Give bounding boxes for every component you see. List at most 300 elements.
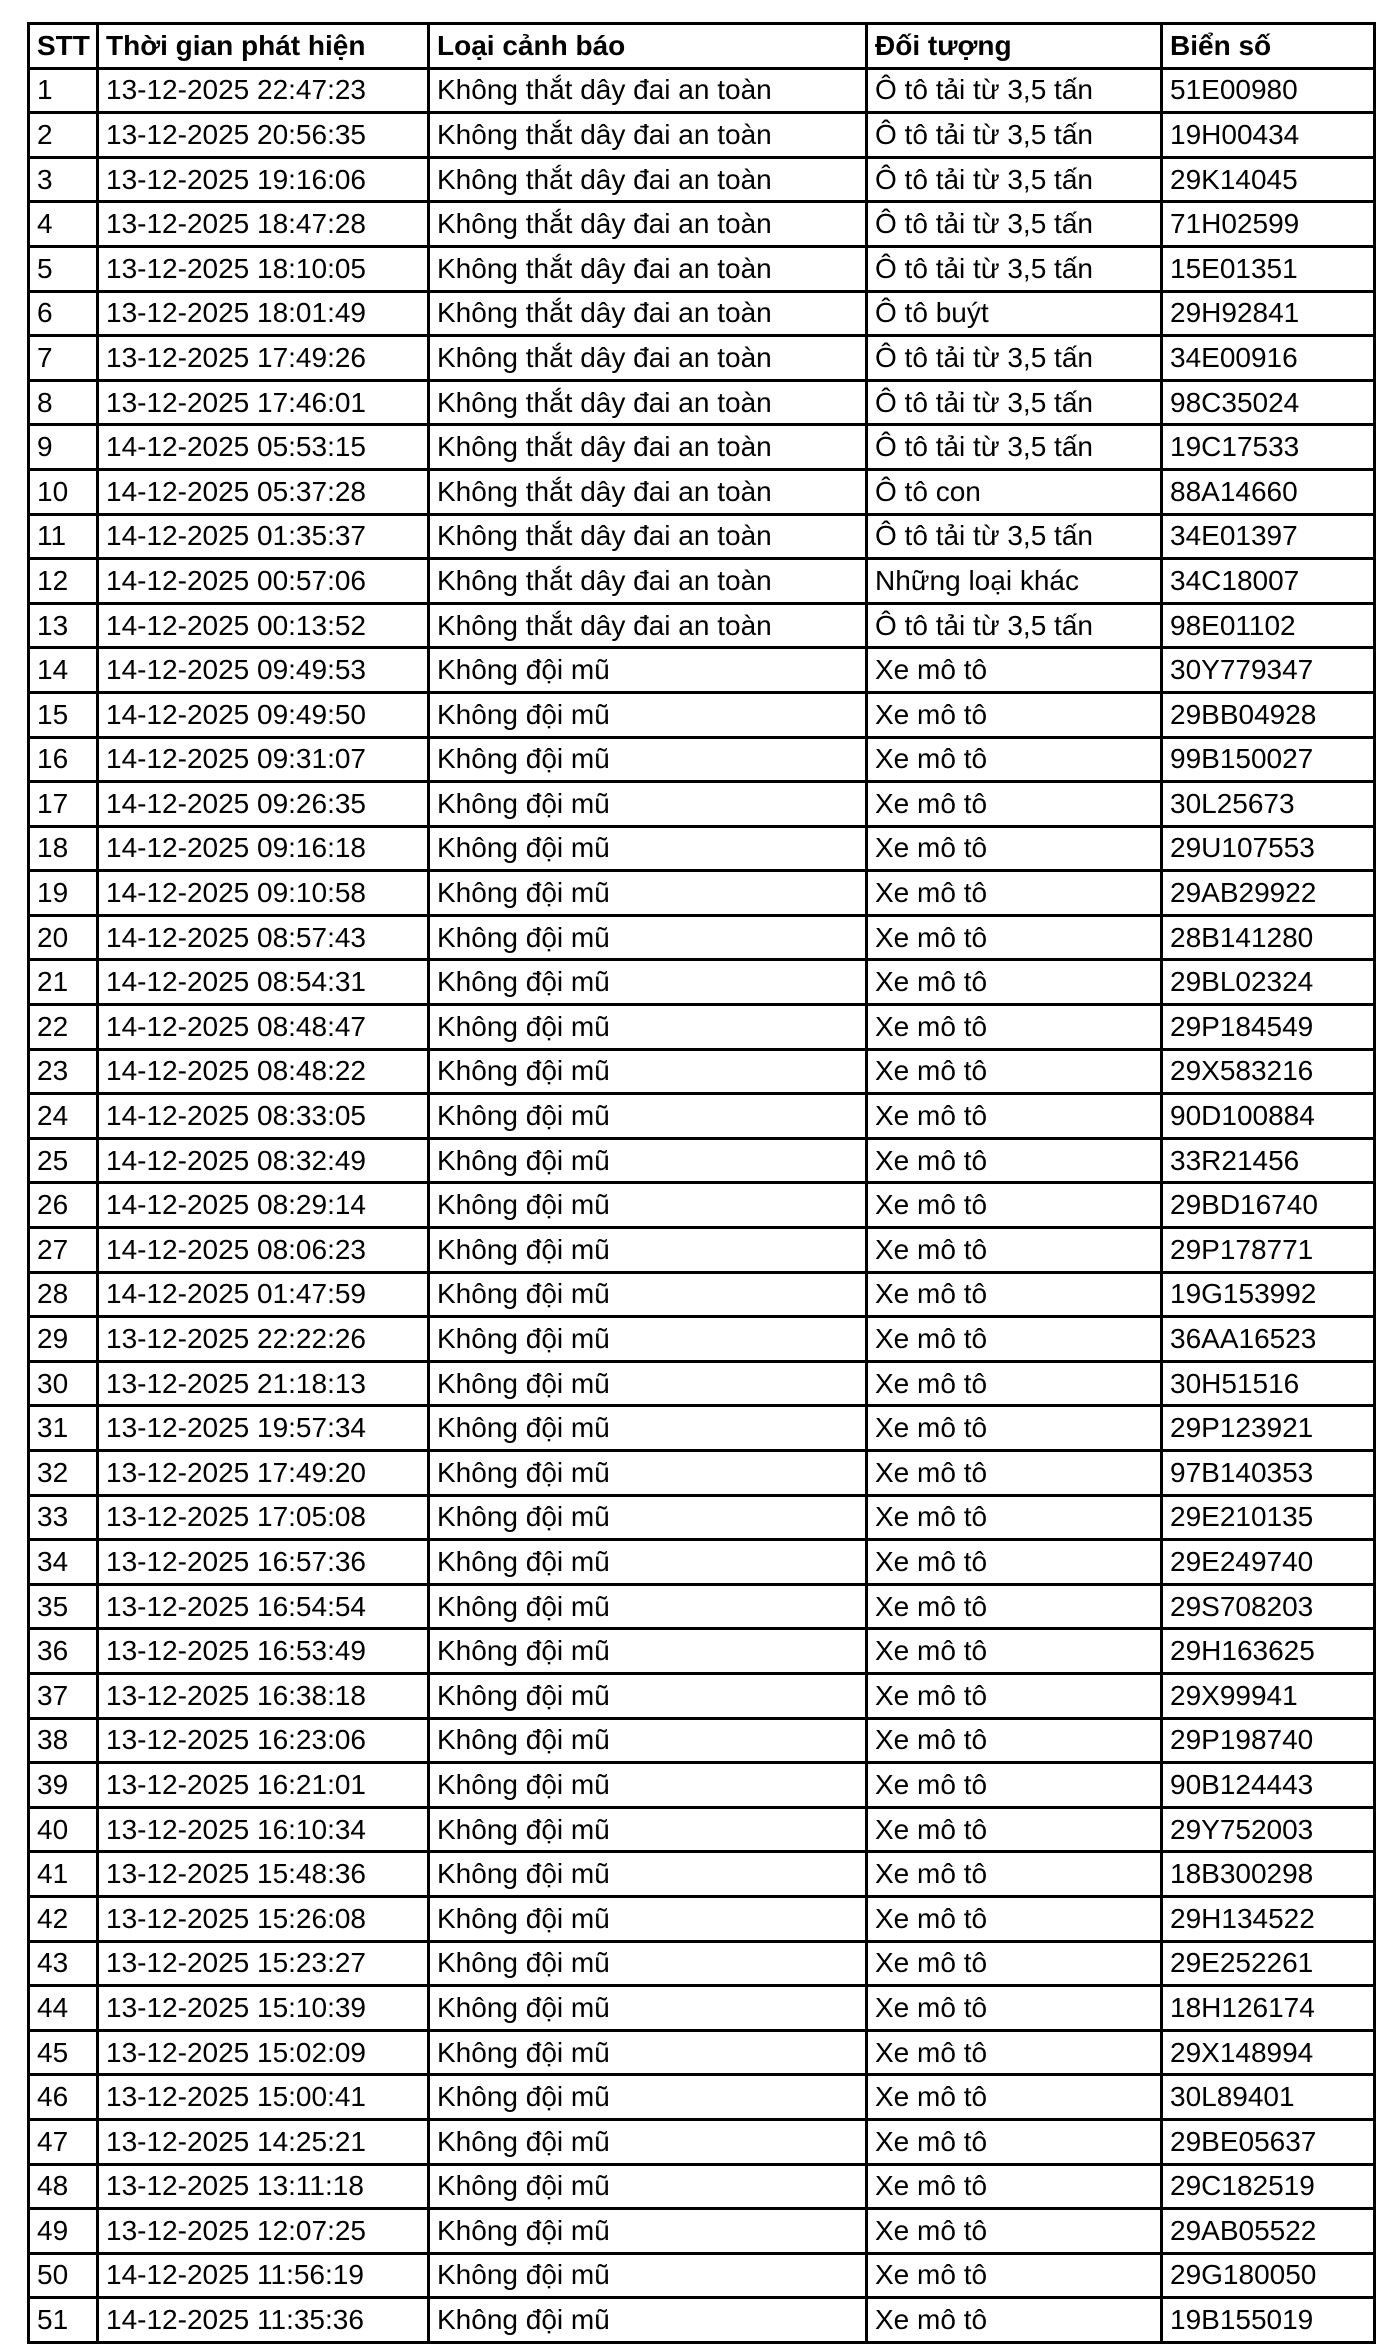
cell-plate: 19B155019 <box>1162 2298 1375 2343</box>
cell-time: 13-12-2025 16:21:01 <box>98 1763 429 1808</box>
table-row <box>29 648 1375 693</box>
cell-time: 13-12-2025 17:46:01 <box>98 380 429 425</box>
cell-time: 14-12-2025 00:57:06 <box>98 559 429 604</box>
cell-stt: 1 <box>29 68 98 113</box>
table-row <box>29 1896 1375 1941</box>
table-row <box>29 1451 1375 1496</box>
table-row <box>29 336 1375 381</box>
table-row <box>29 2298 1375 2343</box>
cell-time: 13-12-2025 17:49:26 <box>98 336 429 381</box>
cell-stt: 13 <box>29 603 98 648</box>
table-row <box>29 2253 1375 2298</box>
cell-warning-type: Không đội mũ <box>429 1986 867 2031</box>
cell-stt: 19 <box>29 871 98 916</box>
cell-time: 14-12-2025 01:35:37 <box>98 514 429 559</box>
cell-plate: 29H163625 <box>1162 1629 1375 1674</box>
cell-plate: 98C35024 <box>1162 380 1375 425</box>
cell-time: 14-12-2025 08:06:23 <box>98 1228 429 1273</box>
cell-warning-type: Không thắt dây đai an toàn <box>429 157 867 202</box>
cell-subject: Xe mô tô <box>867 1763 1162 1808</box>
cell-subject: Xe mô tô <box>867 782 1162 827</box>
cell-plate: 29K14045 <box>1162 157 1375 202</box>
cell-warning-type: Không thắt dây đai an toàn <box>429 603 867 648</box>
cell-stt: 46 <box>29 2075 98 2120</box>
cell-warning-type: Không đội mũ <box>429 1852 867 1897</box>
cell-subject: Xe mô tô <box>867 2075 1162 2120</box>
table-row <box>29 1361 1375 1406</box>
column-header-time: Thời gian phát hiện <box>98 24 429 69</box>
cell-time: 13-12-2025 16:53:49 <box>98 1629 429 1674</box>
cell-subject: Xe mô tô <box>867 826 1162 871</box>
cell-warning-type: Không đội mũ <box>429 1138 867 1183</box>
table-row <box>29 157 1375 202</box>
cell-warning-type: Không đội mũ <box>429 1941 867 1986</box>
cell-stt: 31 <box>29 1406 98 1451</box>
cell-stt: 37 <box>29 1673 98 1718</box>
cell-plate: 18B300298 <box>1162 1852 1375 1897</box>
cell-time: 14-12-2025 05:37:28 <box>98 469 429 514</box>
cell-time: 14-12-2025 11:35:36 <box>98 2298 429 2343</box>
table-row <box>29 2164 1375 2209</box>
cell-plate: 29E210135 <box>1162 1495 1375 1540</box>
cell-warning-type: Không đội mũ <box>429 871 867 916</box>
cell-time: 14-12-2025 08:48:47 <box>98 1005 429 1050</box>
cell-time: 13-12-2025 13:11:18 <box>98 2164 429 2209</box>
cell-plate: 28B141280 <box>1162 915 1375 960</box>
table-row <box>29 380 1375 425</box>
table-row <box>29 2209 1375 2254</box>
cell-subject: Ô tô tải từ 3,5 tấn <box>867 603 1162 648</box>
cell-time: 13-12-2025 16:10:34 <box>98 1807 429 1852</box>
cell-plate: 36AA16523 <box>1162 1317 1375 1362</box>
cell-time: 13-12-2025 15:26:08 <box>98 1896 429 1941</box>
cell-subject: Xe mô tô <box>867 1317 1162 1362</box>
cell-warning-type: Không đội mũ <box>429 1540 867 1585</box>
cell-plate: 97B140353 <box>1162 1451 1375 1496</box>
cell-stt: 8 <box>29 380 98 425</box>
cell-plate: 98E01102 <box>1162 603 1375 648</box>
cell-stt: 27 <box>29 1228 98 1273</box>
cell-warning-type: Không thắt dây đai an toàn <box>429 425 867 470</box>
cell-time: 14-12-2025 01:47:59 <box>98 1272 429 1317</box>
cell-stt: 34 <box>29 1540 98 1585</box>
cell-time: 14-12-2025 08:48:22 <box>98 1049 429 1094</box>
cell-time: 13-12-2025 15:23:27 <box>98 1941 429 1986</box>
cell-stt: 51 <box>29 2298 98 2343</box>
table-row <box>29 113 1375 158</box>
cell-plate: 29S708203 <box>1162 1584 1375 1629</box>
cell-stt: 42 <box>29 1896 98 1941</box>
cell-stt: 47 <box>29 2119 98 2164</box>
cell-time: 13-12-2025 22:22:26 <box>98 1317 429 1362</box>
cell-stt: 22 <box>29 1005 98 1050</box>
cell-plate: 29E249740 <box>1162 1540 1375 1585</box>
cell-subject: Ô tô buýt <box>867 291 1162 336</box>
column-header-plate: Biển số <box>1162 24 1375 69</box>
cell-stt: 50 <box>29 2253 98 2298</box>
cell-time: 13-12-2025 18:47:28 <box>98 202 429 247</box>
cell-plate: 29P123921 <box>1162 1406 1375 1451</box>
table-header <box>29 24 1375 69</box>
cell-warning-type: Không đội mũ <box>429 1228 867 1273</box>
cell-warning-type: Không đội mũ <box>429 782 867 827</box>
cell-time: 13-12-2025 22:47:23 <box>98 68 429 113</box>
cell-plate: 29H92841 <box>1162 291 1375 336</box>
cell-time: 14-12-2025 09:31:07 <box>98 737 429 782</box>
cell-stt: 4 <box>29 202 98 247</box>
cell-warning-type: Không đội mũ <box>429 960 867 1005</box>
cell-time: 14-12-2025 08:29:14 <box>98 1183 429 1228</box>
cell-plate: 29X99941 <box>1162 1673 1375 1718</box>
cell-plate: 90D100884 <box>1162 1094 1375 1139</box>
cell-warning-type: Không thắt dây đai an toàn <box>429 380 867 425</box>
table-row <box>29 291 1375 336</box>
table-row <box>29 2119 1375 2164</box>
cell-warning-type: Không đội mũ <box>429 1495 867 1540</box>
cell-warning-type: Không đội mũ <box>429 1673 867 1718</box>
cell-plate: 29P178771 <box>1162 1228 1375 1273</box>
table-row <box>29 1986 1375 2031</box>
cell-warning-type: Không đội mũ <box>429 2164 867 2209</box>
cell-plate: 29BE05637 <box>1162 2119 1375 2164</box>
cell-subject: Xe mô tô <box>867 1361 1162 1406</box>
cell-time: 13-12-2025 18:10:05 <box>98 246 429 291</box>
cell-time: 14-12-2025 09:26:35 <box>98 782 429 827</box>
table-row <box>29 826 1375 871</box>
cell-warning-type: Không đội mũ <box>429 737 867 782</box>
cell-subject: Xe mô tô <box>867 737 1162 782</box>
cell-stt: 16 <box>29 737 98 782</box>
cell-time: 14-12-2025 09:49:53 <box>98 648 429 693</box>
cell-plate: 30L25673 <box>1162 782 1375 827</box>
cell-warning-type: Không đội mũ <box>429 1361 867 1406</box>
cell-plate: 19H00434 <box>1162 113 1375 158</box>
column-header-stt: STT <box>29 24 98 69</box>
cell-stt: 9 <box>29 425 98 470</box>
cell-subject: Ô tô tải từ 3,5 tấn <box>867 68 1162 113</box>
cell-stt: 38 <box>29 1718 98 1763</box>
cell-warning-type: Không thắt dây đai an toàn <box>429 469 867 514</box>
cell-stt: 36 <box>29 1629 98 1674</box>
cell-plate: 29BL02324 <box>1162 960 1375 1005</box>
table-row <box>29 1540 1375 1585</box>
cell-subject: Ô tô tải từ 3,5 tấn <box>867 202 1162 247</box>
table-row <box>29 1584 1375 1629</box>
cell-time: 13-12-2025 15:00:41 <box>98 2075 429 2120</box>
cell-stt: 40 <box>29 1807 98 1852</box>
cell-warning-type: Không đội mũ <box>429 2253 867 2298</box>
cell-subject: Xe mô tô <box>867 1584 1162 1629</box>
violation-detection-table <box>27 22 1376 2344</box>
cell-stt: 24 <box>29 1094 98 1139</box>
table-row <box>29 1763 1375 1808</box>
table-row <box>29 1094 1375 1139</box>
cell-subject: Xe mô tô <box>867 1718 1162 1763</box>
cell-time: 13-12-2025 16:54:54 <box>98 1584 429 1629</box>
cell-subject: Xe mô tô <box>867 1183 1162 1228</box>
cell-plate: 29E252261 <box>1162 1941 1375 1986</box>
cell-subject: Xe mô tô <box>867 1896 1162 1941</box>
cell-plate: 29H134522 <box>1162 1896 1375 1941</box>
cell-warning-type: Không đội mũ <box>429 1005 867 1050</box>
cell-stt: 7 <box>29 336 98 381</box>
cell-subject: Xe mô tô <box>867 692 1162 737</box>
cell-subject: Ô tô tải từ 3,5 tấn <box>867 246 1162 291</box>
cell-warning-type: Không đội mũ <box>429 1718 867 1763</box>
cell-subject: Ô tô con <box>867 469 1162 514</box>
table-row <box>29 1673 1375 1718</box>
table-row <box>29 425 1375 470</box>
table-row <box>29 1718 1375 1763</box>
cell-time: 13-12-2025 19:16:06 <box>98 157 429 202</box>
cell-subject: Ô tô tải từ 3,5 tấn <box>867 336 1162 381</box>
cell-warning-type: Không đội mũ <box>429 1049 867 1094</box>
table-row <box>29 559 1375 604</box>
cell-warning-type: Không đội mũ <box>429 1272 867 1317</box>
cell-time: 13-12-2025 20:56:35 <box>98 113 429 158</box>
cell-warning-type: Không thắt dây đai an toàn <box>429 68 867 113</box>
cell-stt: 5 <box>29 246 98 291</box>
cell-plate: 71H02599 <box>1162 202 1375 247</box>
cell-stt: 21 <box>29 960 98 1005</box>
cell-time: 13-12-2025 15:02:09 <box>98 2030 429 2075</box>
cell-stt: 26 <box>29 1183 98 1228</box>
cell-stt: 32 <box>29 1451 98 1496</box>
table-row <box>29 1005 1375 1050</box>
cell-stt: 44 <box>29 1986 98 2031</box>
cell-subject: Xe mô tô <box>867 1941 1162 1986</box>
cell-subject: Xe mô tô <box>867 1451 1162 1496</box>
cell-time: 13-12-2025 18:01:49 <box>98 291 429 336</box>
cell-plate: 29X583216 <box>1162 1049 1375 1094</box>
cell-subject: Ô tô tải từ 3,5 tấn <box>867 514 1162 559</box>
cell-stt: 25 <box>29 1138 98 1183</box>
cell-stt: 6 <box>29 291 98 336</box>
table-row <box>29 1317 1375 1362</box>
cell-plate: 18H126174 <box>1162 1986 1375 2031</box>
cell-plate: 30L89401 <box>1162 2075 1375 2120</box>
cell-subject: Xe mô tô <box>867 1094 1162 1139</box>
cell-time: 13-12-2025 15:10:39 <box>98 1986 429 2031</box>
cell-plate: 15E01351 <box>1162 246 1375 291</box>
cell-subject: Xe mô tô <box>867 1807 1162 1852</box>
table-row <box>29 692 1375 737</box>
cell-stt: 30 <box>29 1361 98 1406</box>
cell-plate: 29P184549 <box>1162 1005 1375 1050</box>
cell-warning-type: Không đội mũ <box>429 692 867 737</box>
table-row <box>29 2030 1375 2075</box>
cell-time: 14-12-2025 00:13:52 <box>98 603 429 648</box>
cell-subject: Xe mô tô <box>867 1852 1162 1897</box>
table-row <box>29 1807 1375 1852</box>
cell-plate: 29AB29922 <box>1162 871 1375 916</box>
cell-subject: Ô tô tải từ 3,5 tấn <box>867 157 1162 202</box>
cell-subject: Xe mô tô <box>867 1495 1162 1540</box>
column-header-subject: Đối tượng <box>867 24 1162 69</box>
cell-plate: 34E01397 <box>1162 514 1375 559</box>
cell-subject: Xe mô tô <box>867 915 1162 960</box>
cell-stt: 20 <box>29 915 98 960</box>
cell-plate: 19G153992 <box>1162 1272 1375 1317</box>
cell-warning-type: Không thắt dây đai an toàn <box>429 246 867 291</box>
cell-stt: 3 <box>29 157 98 202</box>
cell-plate: 34E00916 <box>1162 336 1375 381</box>
cell-time: 14-12-2025 08:57:43 <box>98 915 429 960</box>
cell-warning-type: Không đội mũ <box>429 1094 867 1139</box>
cell-plate: 19C17533 <box>1162 425 1375 470</box>
header-row <box>29 24 1375 69</box>
cell-time: 14-12-2025 05:53:15 <box>98 425 429 470</box>
cell-subject: Xe mô tô <box>867 1005 1162 1050</box>
cell-stt: 39 <box>29 1763 98 1808</box>
cell-plate: 99B150027 <box>1162 737 1375 782</box>
table-row <box>29 246 1375 291</box>
table-row <box>29 1495 1375 1540</box>
cell-stt: 14 <box>29 648 98 693</box>
cell-subject: Ô tô tải từ 3,5 tấn <box>867 380 1162 425</box>
table-row <box>29 1406 1375 1451</box>
cell-subject: Ô tô tải từ 3,5 tấn <box>867 113 1162 158</box>
cell-plate: 29Y752003 <box>1162 1807 1375 1852</box>
cell-time: 13-12-2025 16:38:18 <box>98 1673 429 1718</box>
cell-subject: Xe mô tô <box>867 1673 1162 1718</box>
cell-subject: Xe mô tô <box>867 2030 1162 2075</box>
cell-warning-type: Không thắt dây đai an toàn <box>429 559 867 604</box>
cell-time: 13-12-2025 16:23:06 <box>98 1718 429 1763</box>
cell-warning-type: Không đội mũ <box>429 1763 867 1808</box>
cell-stt: 33 <box>29 1495 98 1540</box>
cell-plate: 29X148994 <box>1162 2030 1375 2075</box>
cell-stt: 12 <box>29 559 98 604</box>
cell-warning-type: Không đội mũ <box>429 1584 867 1629</box>
cell-time: 13-12-2025 15:48:36 <box>98 1852 429 1897</box>
cell-stt: 18 <box>29 826 98 871</box>
cell-time: 13-12-2025 17:49:20 <box>98 1451 429 1496</box>
cell-stt: 49 <box>29 2209 98 2254</box>
cell-warning-type: Không thắt dây đai an toàn <box>429 113 867 158</box>
table-row <box>29 871 1375 916</box>
table-row <box>29 1272 1375 1317</box>
cell-warning-type: Không đội mũ <box>429 1629 867 1674</box>
table-row <box>29 1629 1375 1674</box>
cell-stt: 45 <box>29 2030 98 2075</box>
cell-time: 13-12-2025 19:57:34 <box>98 1406 429 1451</box>
cell-plate: 51E00980 <box>1162 68 1375 113</box>
cell-time: 14-12-2025 08:33:05 <box>98 1094 429 1139</box>
cell-subject: Xe mô tô <box>867 1138 1162 1183</box>
table-row <box>29 960 1375 1005</box>
cell-subject: Xe mô tô <box>867 2253 1162 2298</box>
cell-stt: 28 <box>29 1272 98 1317</box>
cell-subject: Ô tô tải từ 3,5 tấn <box>867 425 1162 470</box>
cell-subject: Xe mô tô <box>867 1406 1162 1451</box>
cell-time: 13-12-2025 14:25:21 <box>98 2119 429 2164</box>
cell-time: 14-12-2025 09:16:18 <box>98 826 429 871</box>
cell-warning-type: Không đội mũ <box>429 1896 867 1941</box>
table-row <box>29 2075 1375 2120</box>
cell-warning-type: Không đội mũ <box>429 915 867 960</box>
cell-stt: 43 <box>29 1941 98 1986</box>
cell-plate: 88A14660 <box>1162 469 1375 514</box>
cell-plate: 29BD16740 <box>1162 1183 1375 1228</box>
table-row <box>29 1228 1375 1273</box>
cell-warning-type: Không đội mũ <box>429 1183 867 1228</box>
cell-stt: 15 <box>29 692 98 737</box>
column-header-warning-type: Loại cảnh báo <box>429 24 867 69</box>
cell-plate: 29G180050 <box>1162 2253 1375 2298</box>
cell-plate: 29U107553 <box>1162 826 1375 871</box>
cell-subject: Xe mô tô <box>867 1049 1162 1094</box>
table-row <box>29 915 1375 960</box>
cell-warning-type: Không đội mũ <box>429 2075 867 2120</box>
table-row <box>29 1138 1375 1183</box>
cell-warning-type: Không đội mũ <box>429 1451 867 1496</box>
cell-stt: 35 <box>29 1584 98 1629</box>
cell-time: 14-12-2025 09:10:58 <box>98 871 429 916</box>
table-row <box>29 68 1375 113</box>
cell-subject: Xe mô tô <box>867 2164 1162 2209</box>
cell-time: 13-12-2025 17:05:08 <box>98 1495 429 1540</box>
cell-subject: Những loại khác <box>867 559 1162 604</box>
cell-plate: 30Y779347 <box>1162 648 1375 693</box>
table-row <box>29 1183 1375 1228</box>
cell-stt: 48 <box>29 2164 98 2209</box>
cell-subject: Xe mô tô <box>867 1228 1162 1273</box>
table-row <box>29 603 1375 648</box>
table-row <box>29 1049 1375 1094</box>
cell-stt: 10 <box>29 469 98 514</box>
cell-warning-type: Không đội mũ <box>429 1317 867 1362</box>
cell-subject: Xe mô tô <box>867 2119 1162 2164</box>
cell-stt: 2 <box>29 113 98 158</box>
cell-stt: 29 <box>29 1317 98 1362</box>
cell-subject: Xe mô tô <box>867 1986 1162 2031</box>
cell-subject: Xe mô tô <box>867 2209 1162 2254</box>
table-body <box>29 68 1375 2342</box>
cell-plate: 29P198740 <box>1162 1718 1375 1763</box>
cell-warning-type: Không đội mũ <box>429 2298 867 2343</box>
cell-stt: 23 <box>29 1049 98 1094</box>
cell-time: 13-12-2025 12:07:25 <box>98 2209 429 2254</box>
cell-plate: 29C182519 <box>1162 2164 1375 2209</box>
cell-time: 14-12-2025 08:54:31 <box>98 960 429 1005</box>
cell-subject: Xe mô tô <box>867 648 1162 693</box>
cell-stt: 17 <box>29 782 98 827</box>
table-row <box>29 782 1375 827</box>
cell-subject: Xe mô tô <box>867 871 1162 916</box>
cell-warning-type: Không đội mũ <box>429 826 867 871</box>
table-row <box>29 737 1375 782</box>
cell-time: 13-12-2025 21:18:13 <box>98 1361 429 1406</box>
cell-warning-type: Không đội mũ <box>429 1406 867 1451</box>
cell-warning-type: Không đội mũ <box>429 2119 867 2164</box>
cell-time: 14-12-2025 09:49:50 <box>98 692 429 737</box>
cell-time: 13-12-2025 16:57:36 <box>98 1540 429 1585</box>
cell-warning-type: Không đội mũ <box>429 648 867 693</box>
cell-plate: 90B124443 <box>1162 1763 1375 1808</box>
table-row <box>29 514 1375 559</box>
cell-plate: 29BB04928 <box>1162 692 1375 737</box>
table-row <box>29 469 1375 514</box>
cell-subject: Xe mô tô <box>867 1629 1162 1674</box>
cell-warning-type: Không đội mũ <box>429 1807 867 1852</box>
cell-warning-type: Không thắt dây đai an toàn <box>429 202 867 247</box>
cell-subject: Xe mô tô <box>867 1540 1162 1585</box>
cell-plate: 30H51516 <box>1162 1361 1375 1406</box>
table-row <box>29 1941 1375 1986</box>
cell-warning-type: Không thắt dây đai an toàn <box>429 336 867 381</box>
cell-plate: 34C18007 <box>1162 559 1375 604</box>
